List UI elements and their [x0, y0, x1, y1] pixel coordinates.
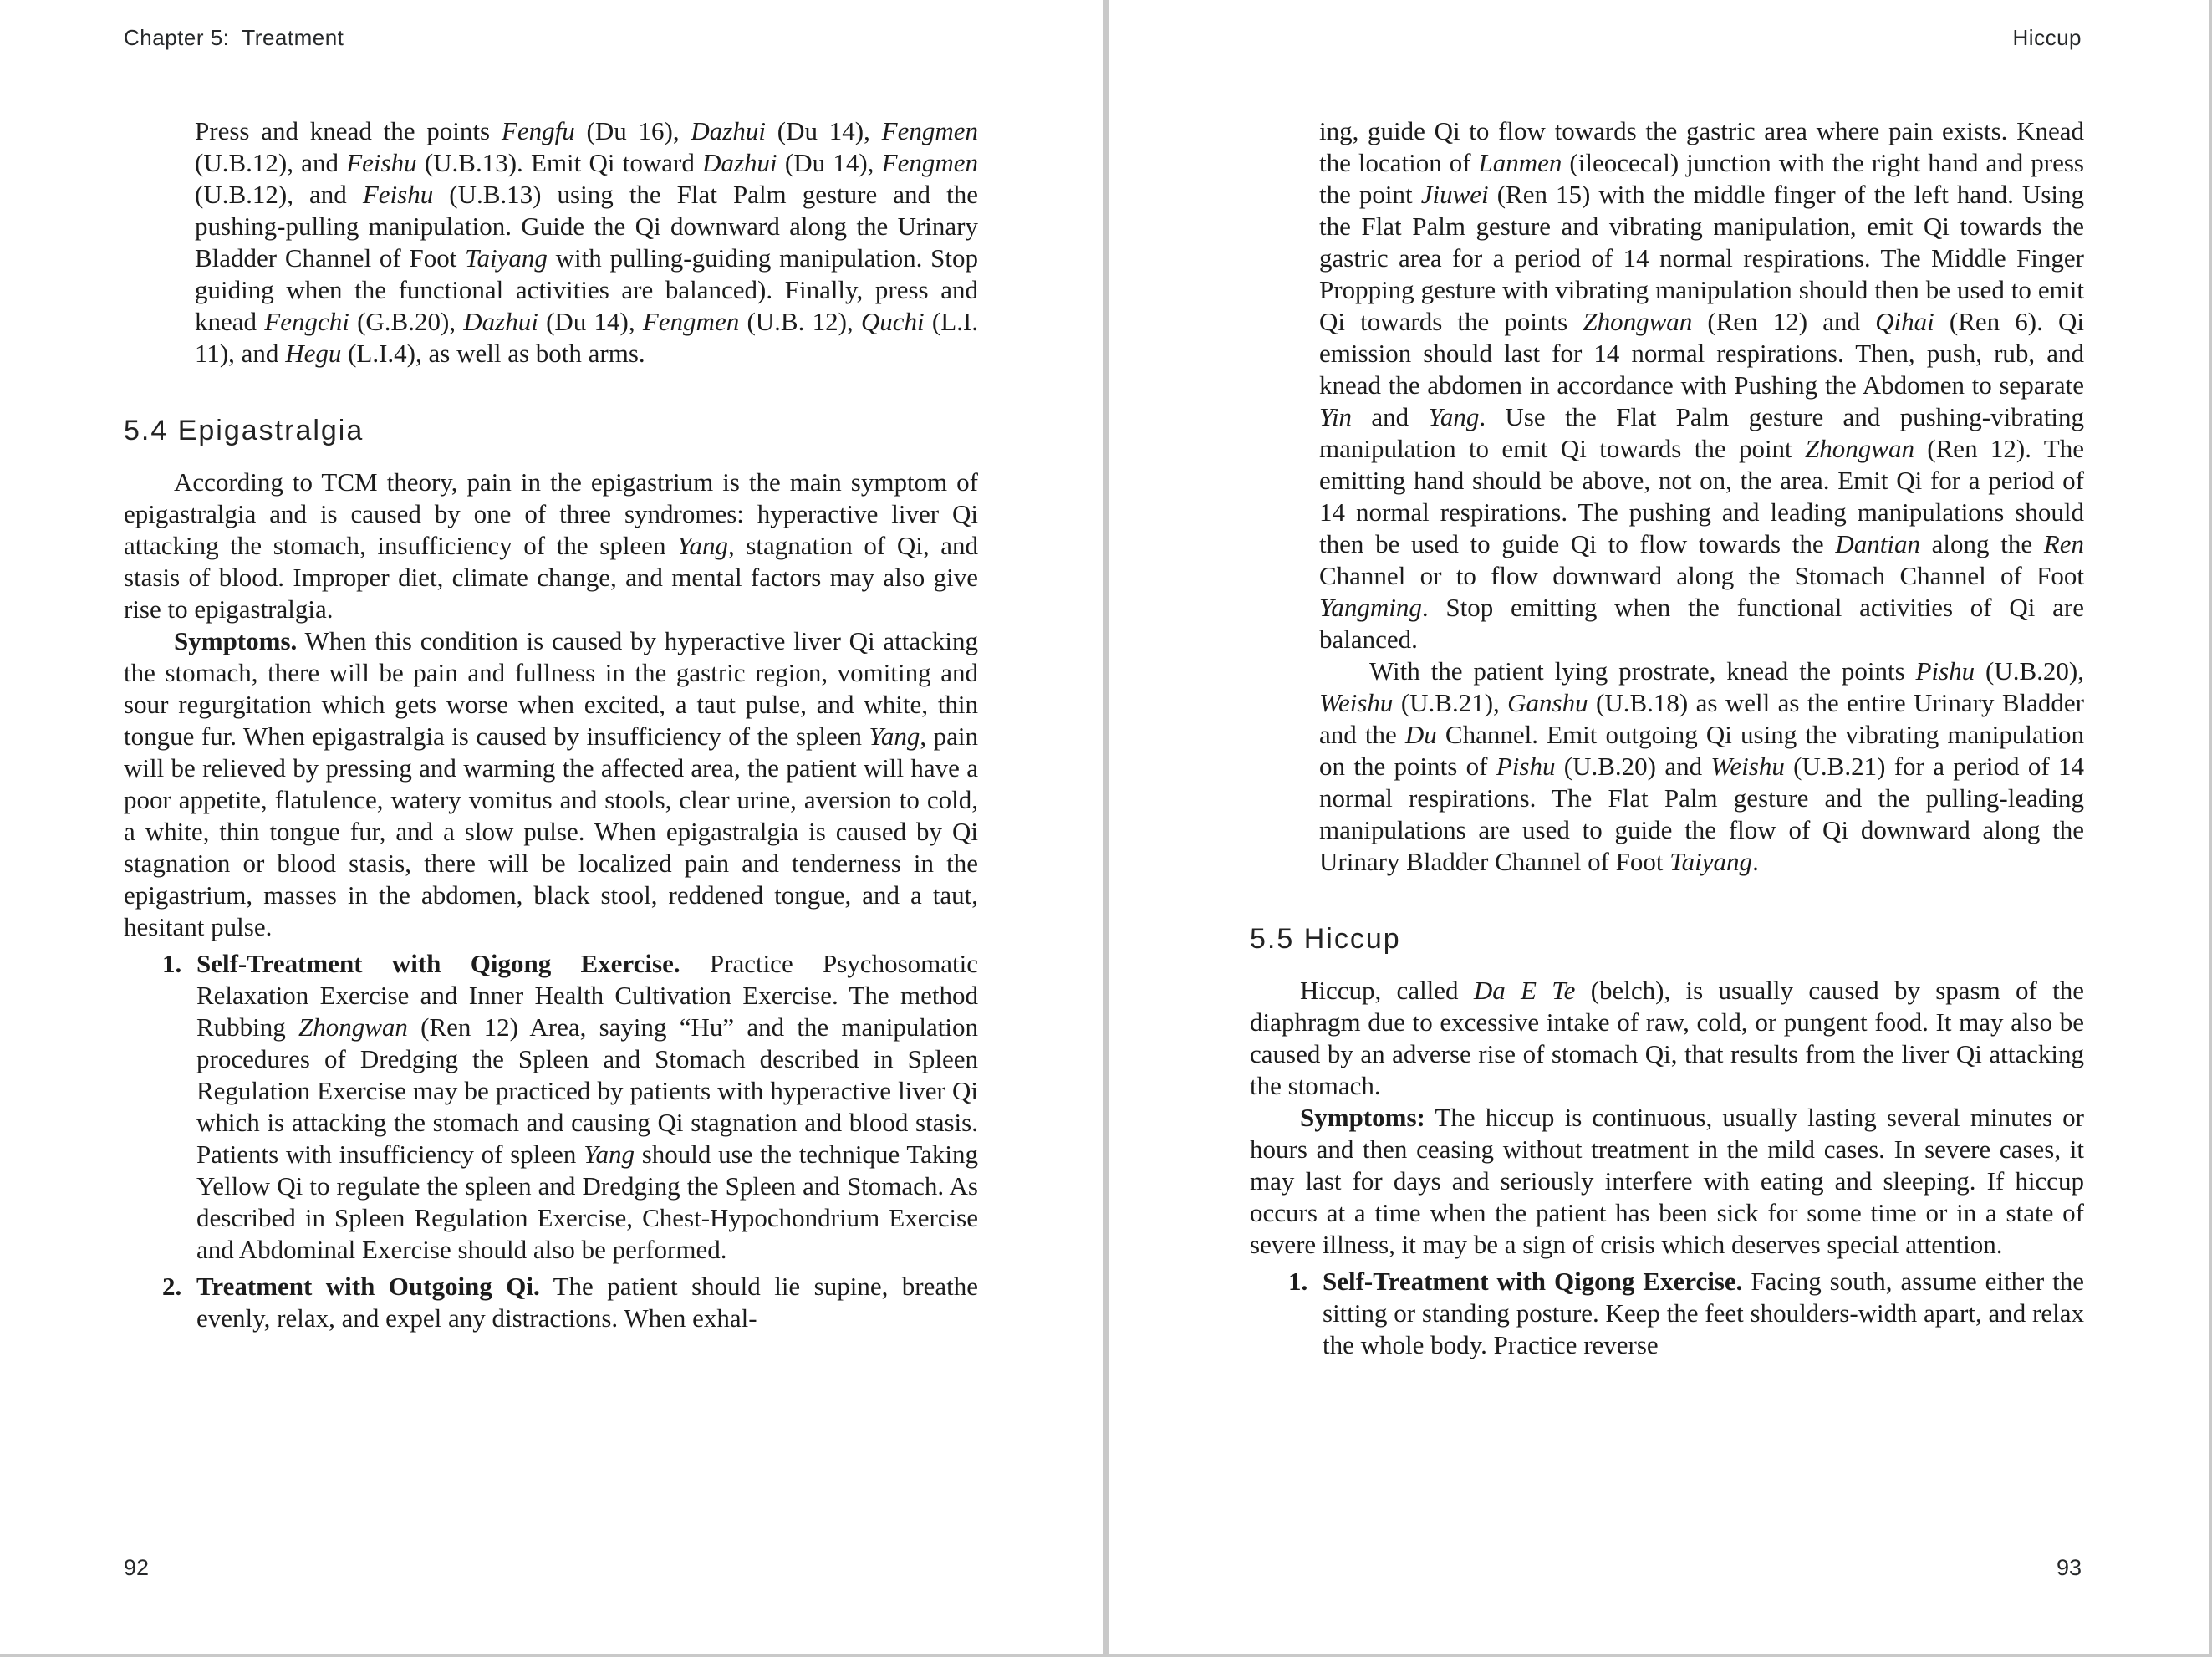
- paragraph-continuation-outgoing-qi: ing, guide Qi to flow towards the gastric area where pain exists. Knead the location of Lanmen (ileocecal) junction with the right hand and press the point Jiuwei (Ren 15) with the middle finger of the left hand. Using the Flat Palm gesture and vibrating manipulation, emit Qi towards the gastric area for a period of 14 normal respirations. The Middle Finger Propping gesture with vibrating manipulation should then be used to emit Qi towards the points Zhongwan (Ren 12) and Qihai (Ren 6). Qi emission should last for 14 normal respirations. Then, push, rub, and knead the abdomen in accordance with Pushing the Abdomen to separate Yin and Yang. Use the Flat Palm gesture and pushing-vibrating manipulation to emit Qi towards the point Zhongwan (Ren 12). The emitting hand should be above, not on, the area. Emit Qi for a period of 14 normal respirations. The pushing and leading manipulations should then be used to guide Qi to flow towards the Dantian along the Ren Channel or to flow downward along the Stomach Channel of Foot Yangming. Stop emitting when the functional activities of Qi are balanced.: [1319, 116, 2085, 654]
- list-item-text: Treatment with Outgoing Qi. The patient should lie supine, breathe evenly, relax, and expel any distractions. When exhal-: [196, 1272, 978, 1333]
- paragraph-hiccup-intro: Hiccup, called Da E Te (belch), is usually caused by spasm of the diaphragm due to excessive intake of raw, cold, or pungent food. It may also be caused by an adverse rise of stomach Qi, that results from the liver Qi attacking the stomach.: [1250, 976, 2085, 1100]
- paragraph-continuation-treatment: Press and knead the points Fengfu (Du 16), Dazhui (Du 14), Fengmen (U.B.12), and Feishu (U.B.13). Emit Qi toward Dazhui (Du 14), Fengmen (U.B.12), and Feishu (U.B.13) using the Flat Palm gesture and the pushing-pulling manipulation. Guide the Qi downward along the Urinary Bladder Channel of Foot Taiyang with pulling-guiding manipulation. Stop guiding when the functional activities are balanced). Finally, press and knead Fengchi (G.B.20), Dazhui (Du 14), Fengmen (U.B. 12), Quchi (L.I. 11), and Hegu (L.I.4), as well as both arms.: [195, 116, 978, 368]
- running-header-chapter: Chapter 5: Treatment: [124, 25, 344, 50]
- page-gutter-divider: [1103, 0, 1109, 1654]
- page-number-right: 93: [2056, 1555, 2082, 1580]
- section-heading-epigastralgia: 5.4 Epigastralgia: [124, 415, 364, 446]
- list-number: 1.: [162, 949, 182, 978]
- list-number: 1.: [1288, 1267, 1308, 1296]
- paragraph-hiccup-symptoms: Symptoms: The hiccup is continuous, usually lasting several minutes or hours and then ceasing without treatment in the mild cases. In severe cases, it may last for days and seriously interfere with eating and sleeping. If hiccup occurs at a time when the patient has been sick for some time or in a state of severe illness, it may be a sign of crisis which deserves special attention.: [1250, 1103, 2084, 1259]
- running-header-section: Hiccup: [2012, 25, 2082, 50]
- section-heading-hiccup: 5.5 Hiccup: [1250, 923, 1401, 955]
- list-number: 2.: [162, 1272, 182, 1301]
- page-right-content: [1250, 115, 2084, 1361]
- page-number-left: 92: [124, 1555, 150, 1580]
- list-item-text: Self-Treatment with Qigong Exercise. Facing south, assume either the sitting or standing posture. Keep the feet shoulders-width apart, and relax the whole body. Practice reverse: [1323, 1267, 2084, 1359]
- list-item-self-treatment-qigong-hiccup: [1250, 1266, 2084, 1361]
- page-right: [1109, 0, 2209, 1654]
- page-left: [0, 0, 1103, 1654]
- paragraph-epigastralgia-intro: According to TCM theory, pain in the epigastrium is the main symptom of epigastralgia and is caused by one of three syndromes: hyperactive liver Qi attacking the stomach, insufficiency of the spleen Yang, stagnation of Qi, and stasis of blood. Improper diet, climate change, and mental factors may also give rise to epigastralgia.: [124, 467, 978, 624]
- list-item-treatment-outgoing-qi: [124, 1271, 978, 1334]
- list-item-text: Self-Treatment with Qigong Exercise. Practice Psychosomatic Relaxation Exercise and Inner Health Cultivation Exercise. The method Rubbing Zhongwan (Ren 12) Area, saying “Hu” and the manipulation procedures of Dredging the Spleen and Stomach described in Spleen Regulation Exercise may be practiced by patients with hyperactive liver Qi which is attacking the stomach and causing Qi stagnation and blood stasis. Patients with insufficiency of spleen Yang should use the technique Taking Yellow Qi to regulate the spleen and Dredging the Spleen and Stomach. As described in Spleen Regulation Exercise, Chest-Hypochondrium Exercise and Abdominal Exercise should also be performed.: [196, 949, 978, 1264]
- paragraph-patient-prostrate: With the patient lying prostrate, knead the points Pishu (U.B.20), Weishu (U.B.21), Ganshu (U.B.18) as well as the entire Urinary Bladder and the Du Channel. Emit outgoing Qi using the vibrating manipulation on the points of Pishu (U.B.20) and Weishu (U.B.21) for a period of 14 normal respirations. The Flat Palm gesture and the pulling-leading manipulations are used to guide the flow of Qi downward along the Urinary Bladder Channel of Foot Taiyang.: [1319, 656, 2084, 876]
- paragraph-epigastralgia-symptoms: Symptoms. When this condition is caused by hyperactive liver Qi attacking the stomach, there will be pain and fullness in the gastric region, vomiting and sour regurgitation which gets worse when excited, a taut pulse, and white, thin tongue fur. When epigastralgia is caused by insufficiency of the spleen Yang, pain will be relieved by pressing and warming the affected area, the patient will have a poor appetite, flatulence, watery vomitus and stools, clear urine, aversion to cold, a white, thin tongue fur, and a slow pulse. When epigastralgia is caused by Qi stagnation or blood stasis, there will be localized pain and tenderness in the epigastrium, masses in the abdomen, black stool, reddened tongue, and a taut, hesitant pulse.: [124, 626, 978, 941]
- list-item-self-treatment-qigong: [124, 948, 978, 1266]
- page-left-content: [124, 115, 978, 1334]
